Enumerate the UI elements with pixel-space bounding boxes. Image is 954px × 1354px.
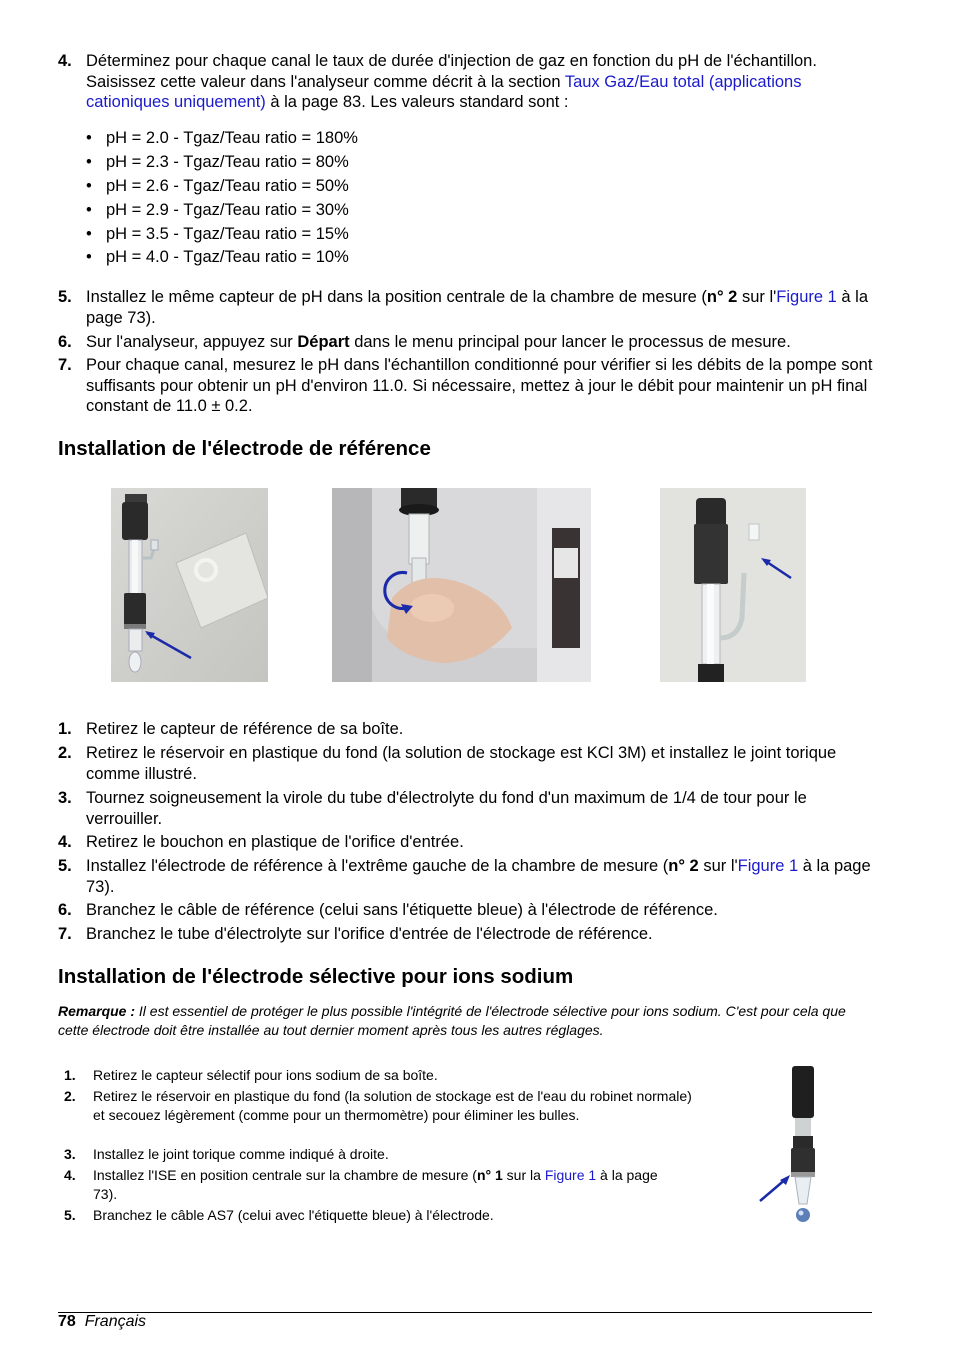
- ref-step-5: 5. Installez l'électrode de référence à l'extrême gauche de la chambre de mesure (n° 2 sur l'Figure 1 à la page 73).: [58, 857, 871, 896]
- ref-step-1: 1. Retirez le capteur de référence de sa boîte.: [58, 720, 404, 738]
- photo-reference-electrode-inlet: [660, 488, 806, 682]
- note-label: Remarque :: [58, 1003, 136, 1019]
- page-number: 78: [58, 1313, 76, 1330]
- ref-step-4: 4. Retirez le bouchon en plastique de l'orifice d'entrée.: [58, 833, 464, 851]
- section-heading-sodium: Installation de l'électrode sélective pour ions sodium: [58, 965, 574, 988]
- step-number: 5.: [58, 288, 72, 306]
- sodium-step-2: 2. Retirez le réservoir en plastique du fond (la solution de stockage est de l'eau du robinet normale) et secouez légèrement (comme pour un thermomètre) pour éliminer les bulles.: [64, 1088, 692, 1123]
- footer-language: Français: [84, 1313, 147, 1330]
- step-text: Pour chaque canal, mesurez le pH dans l'échantillon conditionné pour vérifier si les débits de la pompe sont suffisants pour obtenir un pH d'environ 11.0. Si nécessaire, mettez à jour le débit pour maintenir un pH final constant de 11.0 ± 0.2.: [86, 356, 873, 415]
- step-text: Déterminez pour chaque canal le taux de durée d'injection de gaz en fonction du pH de l'échantillon. Saisissez cette valeur dans l'analyseur comme décrit à la section: [86, 52, 817, 91]
- step-number: 6.: [58, 333, 72, 351]
- note-text: Il est essentiel de protéger le plus possible l'intégrité de l'électrode sélective pour ions sodium. C'est pour cela que cette électrode doit être installée au tout dernier moment après tous les autres réglages.: [58, 1003, 846, 1038]
- sodium-step-1: 1. Retirez le capteur sélectif pour ions sodium de sa boîte.: [64, 1067, 438, 1083]
- bullet-item: • pH = 2.0 - Tgaz/Teau ratio = 180%: [86, 129, 358, 147]
- page-footer: [58, 1313, 146, 1331]
- photo-reference-electrode-kit: [111, 488, 268, 682]
- sodium-step-4: 4. Installez l'ISE en position centrale sur la chambre de mesure (n° 1 sur la Figure 1 à la page 73).: [64, 1167, 658, 1202]
- bullet-item: • pH = 4.0 - Tgaz/Teau ratio = 10%: [86, 248, 349, 266]
- sodium-step-5: 5. Branchez le câble AS7 (celui avec l'étiquette bleue) à l'électrode.: [64, 1207, 494, 1223]
- photo-turning-ferrule: [332, 488, 591, 682]
- link-figure-1[interactable]: Figure 1: [776, 288, 837, 306]
- step-5: 5. Installez le même capteur de pH dans la position centrale de la chambre de mesure (n° 2 sur l'Figure 1 à la page 73).: [58, 288, 868, 327]
- bullet-text: pH = 2.9 - Tgaz/Teau ratio = 30%: [106, 201, 349, 219]
- bullet-item: • pH = 3.5 - Tgaz/Teau ratio = 15%: [86, 225, 349, 243]
- bullet-item: • pH = 2.6 - Tgaz/Teau ratio = 50%: [86, 177, 349, 195]
- link-taux-gaz-eau[interactable]: Taux Gaz/Eau total (applications cationiques uniquement): [86, 72, 802, 111]
- footer-divider: [58, 1312, 872, 1313]
- bullet-text: pH = 2.0 - Tgaz/Teau ratio = 180%: [106, 129, 358, 147]
- link-figure-1[interactable]: Figure 1: [737, 857, 799, 875]
- sodium-step-3: 3. Installez le joint torique comme indiqué à droite.: [64, 1146, 389, 1162]
- step-number: 7.: [58, 356, 72, 374]
- bullet-text: pH = 3.5 - Tgaz/Teau ratio = 15%: [106, 225, 349, 243]
- step-7: [58, 355, 878, 417]
- bullet-item: • pH = 2.9 - Tgaz/Teau ratio = 30%: [86, 201, 349, 219]
- bullet-text: pH = 2.6 - Tgaz/Teau ratio = 50%: [106, 177, 349, 195]
- bullet-text: pH = 2.3 - Tgaz/Teau ratio = 80%: [106, 153, 349, 171]
- photo-sodium-ise-electrode: [755, 1064, 825, 1226]
- ref-step-6: 6. Branchez le câble de référence (celui sans l'étiquette bleue) à l'électrode de référence.: [58, 901, 718, 919]
- ref-step-7: 7. Branchez le tube d'électrolyte sur l'orifice d'entrée de l'électrode de référence.: [58, 925, 653, 943]
- step-6: 6. Sur l'analyseur, appuyez sur Départ dans le menu principal pour lancer le processus de mesure.: [58, 333, 791, 351]
- step-number: 4.: [58, 52, 72, 70]
- bullet-text: pH = 4.0 - Tgaz/Teau ratio = 10%: [106, 248, 349, 266]
- ref-step-3: 3. Tournez soigneusement la virole du tube d'électrolyte du fond d'un maximum de 1/4 de tour pour le verrouiller.: [58, 789, 807, 828]
- note: [58, 1002, 868, 1039]
- link-figure-1[interactable]: Figure 1: [544, 1167, 597, 1183]
- section-heading-reference: Installation de l'électrode de référence: [58, 437, 431, 460]
- ref-step-2: 2. Retirez le réservoir en plastique du fond (la solution de stockage est KCl 3M) et installez le joint torique comme illustré.: [58, 744, 837, 783]
- step-4: [58, 51, 878, 113]
- step-text-after: à la page 83. Les valeurs standard sont :: [265, 93, 569, 111]
- bullet-item: • pH = 2.3 - Tgaz/Teau ratio = 80%: [86, 153, 349, 171]
